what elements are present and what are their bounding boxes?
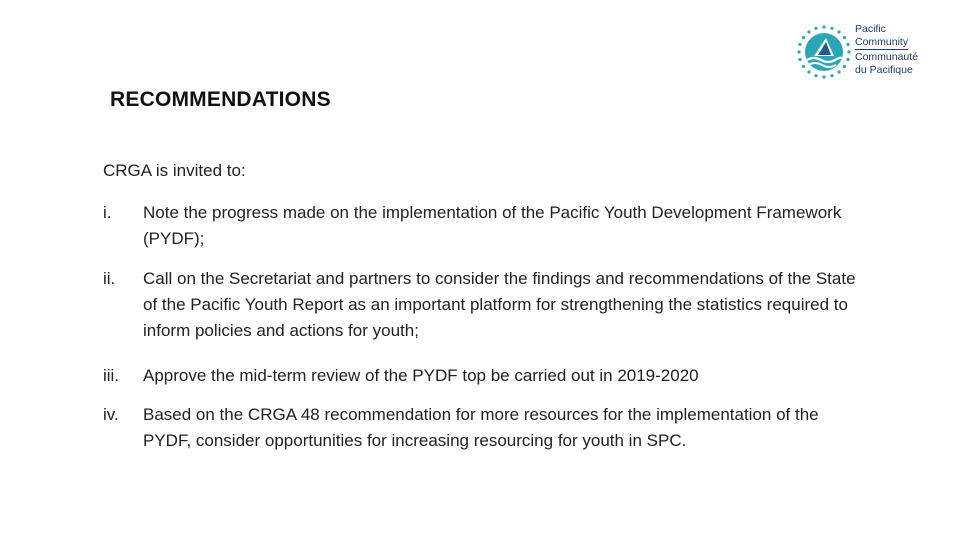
list-item <box>103 266 863 344</box>
page-title: RECOMMENDATIONS <box>110 88 331 111</box>
list-item-text: Note the progress made on the implementation of the Pacific Youth Development Framework (PYDF); <box>143 203 842 248</box>
pacific-community-emblem-icon <box>794 22 854 82</box>
logo-line-3: Communauté <box>855 51 919 63</box>
list-item-text: Based on the CRGA 48 recommendation for more resources for the implementation of the PYDF, consider opportunities for increasing resourcing for youth in SPC. <box>143 405 819 450</box>
list-item-number: ii. <box>103 269 116 288</box>
list-item <box>103 363 699 389</box>
pacific-community-logo <box>794 20 934 84</box>
list-item <box>103 402 863 454</box>
logo-line-1: Pacific <box>855 23 886 35</box>
logo-wordmark <box>855 23 918 76</box>
list-item-text: Call on the Secretariat and partners to consider the findings and recommendations of the State of the Pacific Youth Report as an important platform for strengthening the statistics required to inform policies and actions for youth; <box>143 269 856 340</box>
list-item-number: i. <box>103 203 112 222</box>
list-item-number: iv. <box>103 405 119 424</box>
logo-line-4: du Pacifique <box>855 63 913 76</box>
intro-text: CRGA is invited to: <box>103 161 246 180</box>
list-item <box>103 200 863 252</box>
list-item-text: Approve the mid-term review of the PYDF top be carried out in 2019-2020 <box>143 366 699 385</box>
logo-line-2: Community <box>855 36 908 51</box>
list-item-number: iii. <box>103 366 120 385</box>
